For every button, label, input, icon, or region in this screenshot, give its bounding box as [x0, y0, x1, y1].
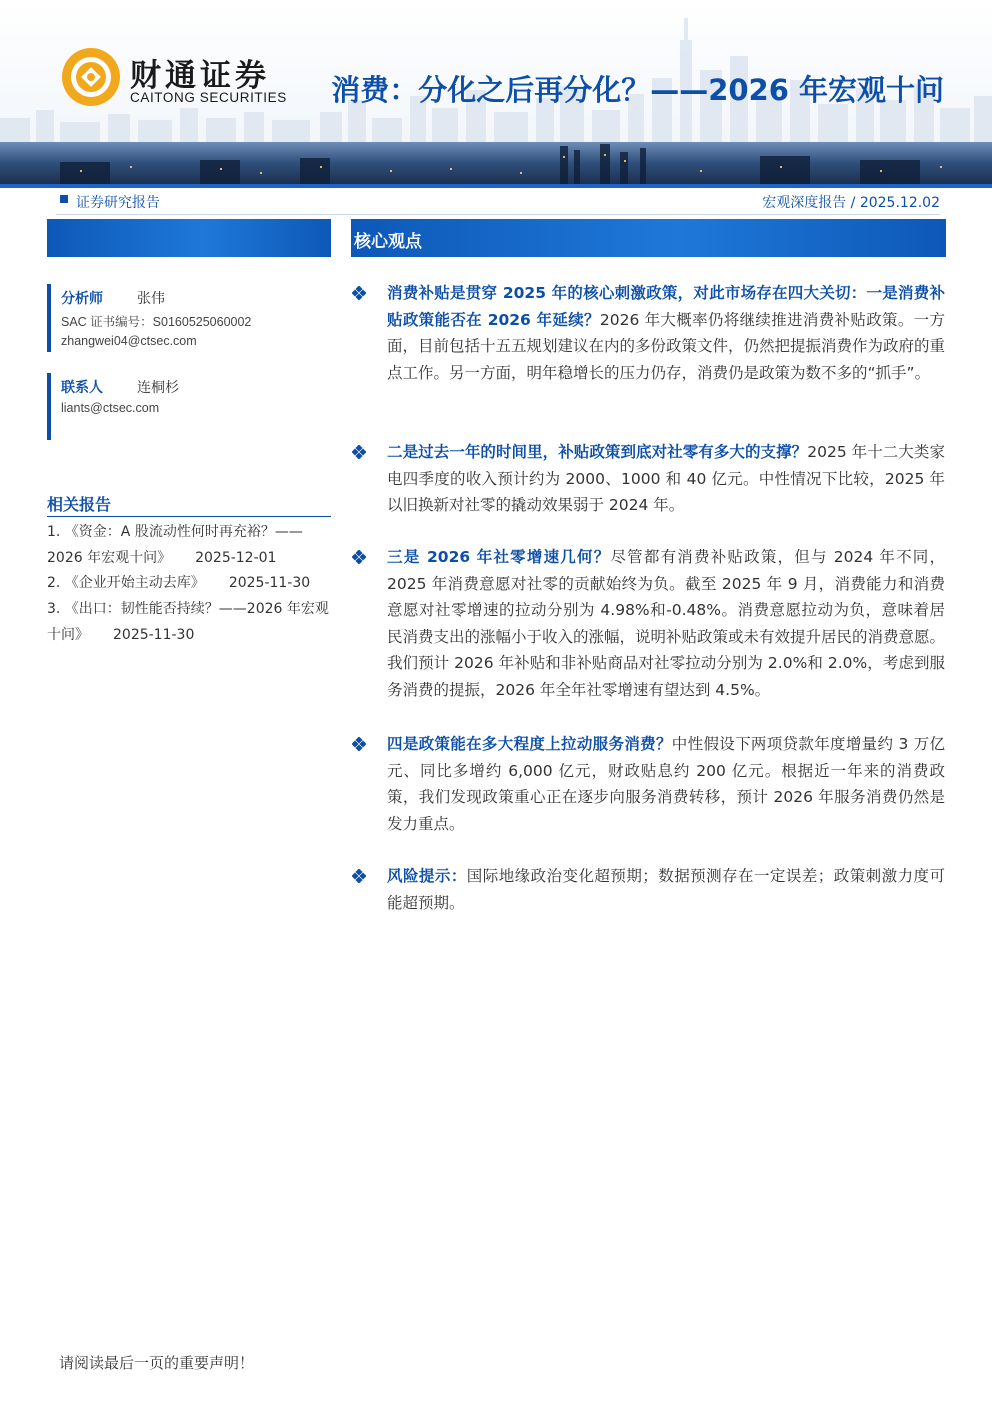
- diamond-bullet-icon: [352, 869, 366, 883]
- related-report-item[interactable]: [47, 519, 331, 571]
- related-report-date: 2025-11-30: [228, 575, 311, 591]
- risk-warning-label: 风险提示：: [387, 867, 467, 885]
- divider: [56, 214, 940, 215]
- company-logo: [60, 44, 300, 114]
- coin-logo-icon: [60, 46, 122, 108]
- accent-bar: [47, 373, 51, 440]
- logo-english-name: CAITONG SECURITIES: [130, 90, 287, 105]
- related-report-item[interactable]: [47, 570, 331, 596]
- key-point-highlight: 二是过去一年的时间里，补贴政策到底对社零有多大的支撑？: [387, 443, 808, 461]
- analyst-name: 张伟: [137, 291, 165, 307]
- analyst-email: zhangwei04@ctsec.com: [61, 334, 197, 348]
- contact-name: 连桐杉: [137, 380, 179, 396]
- contact-block: [47, 373, 331, 440]
- related-report-item[interactable]: [47, 596, 331, 648]
- related-report-name: 3. 《出口：韧性能否持续？——2026 年宏观十问》: [47, 601, 329, 643]
- analyst-role: 分析师: [61, 291, 103, 307]
- key-point-body: 中性假设下两项贷款年度增量约 3 万亿元、同比多增约 6,000 亿元，财政贴息约 200 亿元。根据近一年来的消费政策，我们发现政策重心正在逐步向服务消费转移，预计 2026 年服务消费仍然是发力重点。: [387, 735, 945, 833]
- report-header: [0, 0, 992, 188]
- report-category: 证券研究报告: [76, 195, 160, 211]
- related-report-date: 2025-12-01: [195, 550, 277, 566]
- key-point-text: [387, 280, 945, 386]
- diamond-bullet-icon: [352, 737, 366, 751]
- key-point-body: 尽管都有消费补贴政策，但与 2024 年不同，2025 年消费意愿对社零的贡献始终为负。截至 2025 年 9 月，消费能力和消费意愿对社零增速的拉动分别为 4.98%和-0.48%。消费意愿拉动为负，意味着居民消费支出的涨幅小于收入的涨幅，说明补贴政策或未有效提升居民的消费意愿。我们预计 2026 年补贴和非补贴商品对社零拉动分别为 2.0%和 2.0%，考虑到服务消费的提振，2026 年全年社零增速有望达到 4.5%。: [387, 548, 946, 699]
- related-report-name: 2. 《企业开始主动去库》: [47, 575, 205, 591]
- contact-role: 联系人: [61, 380, 103, 396]
- sub-header: [56, 192, 940, 214]
- key-point-text: [387, 863, 945, 916]
- disclaimer-footer: 请阅读最后一页的重要声明！: [59, 1354, 255, 1372]
- key-point-text: [387, 439, 945, 519]
- core-viewpoints-banner: [351, 219, 946, 257]
- risk-warning-body: 国际地缘政治变化超预期；数据预测存在一定误差；政策刺激力度可能超预期。: [387, 867, 945, 912]
- analyst-sac-number: SAC 证书编号：S0160525060002: [61, 315, 252, 329]
- key-point-body: 2026 年大概率仍将继续推进消费补贴政策。一方面，目前包括十五五规划建议在内的多份政策文件，仍然把提振消费作为政府的重点工作。另一方面，明年稳增长的压力仍存，消费仍是政策为数不多的“抓手”。: [387, 310, 946, 382]
- key-point-text: [387, 544, 945, 703]
- core-viewpoints-title: 核心观点: [354, 232, 422, 252]
- key-point-highlight: 三是 2026 年社零增速几何？: [387, 548, 611, 566]
- key-point-text: [387, 731, 945, 837]
- contact-email: liants@ctsec.com: [61, 401, 160, 415]
- accent-bar: [47, 284, 51, 352]
- report-type-date: 宏观深度报告 / 2025.12.02: [762, 195, 940, 211]
- divider: [47, 516, 331, 517]
- logo-chinese-name: 财通证券: [130, 58, 270, 94]
- diamond-bullet-icon: [352, 550, 366, 564]
- diamond-bullet-icon: [352, 286, 366, 300]
- key-point-body: 2025 年十二大类家电四季度的收入预计约为 2000、1000 和 40 亿元。中性情况下比较，2025 年以旧换新对社零的撬动效果弱于 2024 年。: [387, 443, 945, 514]
- left-column-banner: [47, 219, 331, 257]
- key-point-highlight: 四是政策能在多大程度上拉动服务消费？: [387, 735, 672, 753]
- related-reports-title: 相关报告: [47, 495, 112, 514]
- square-bullet-icon: [60, 195, 68, 203]
- related-report-date: 2025-11-30: [113, 627, 195, 643]
- related-report-name: 1. 《资金：A 股流动性何时再充裕？——2026 年宏观十问》: [47, 524, 303, 566]
- key-point-highlight: 消费补贴是贯穿 2025 年的核心刺激政策，对此市场存在四大关切：一是消费补贴政策能否在 2026 年延续？: [387, 284, 945, 329]
- diamond-bullet-icon: [352, 445, 366, 459]
- report-title: 消费：分化之后再分化？——2026 年宏观十问: [331, 73, 944, 107]
- analyst-block: [47, 284, 331, 352]
